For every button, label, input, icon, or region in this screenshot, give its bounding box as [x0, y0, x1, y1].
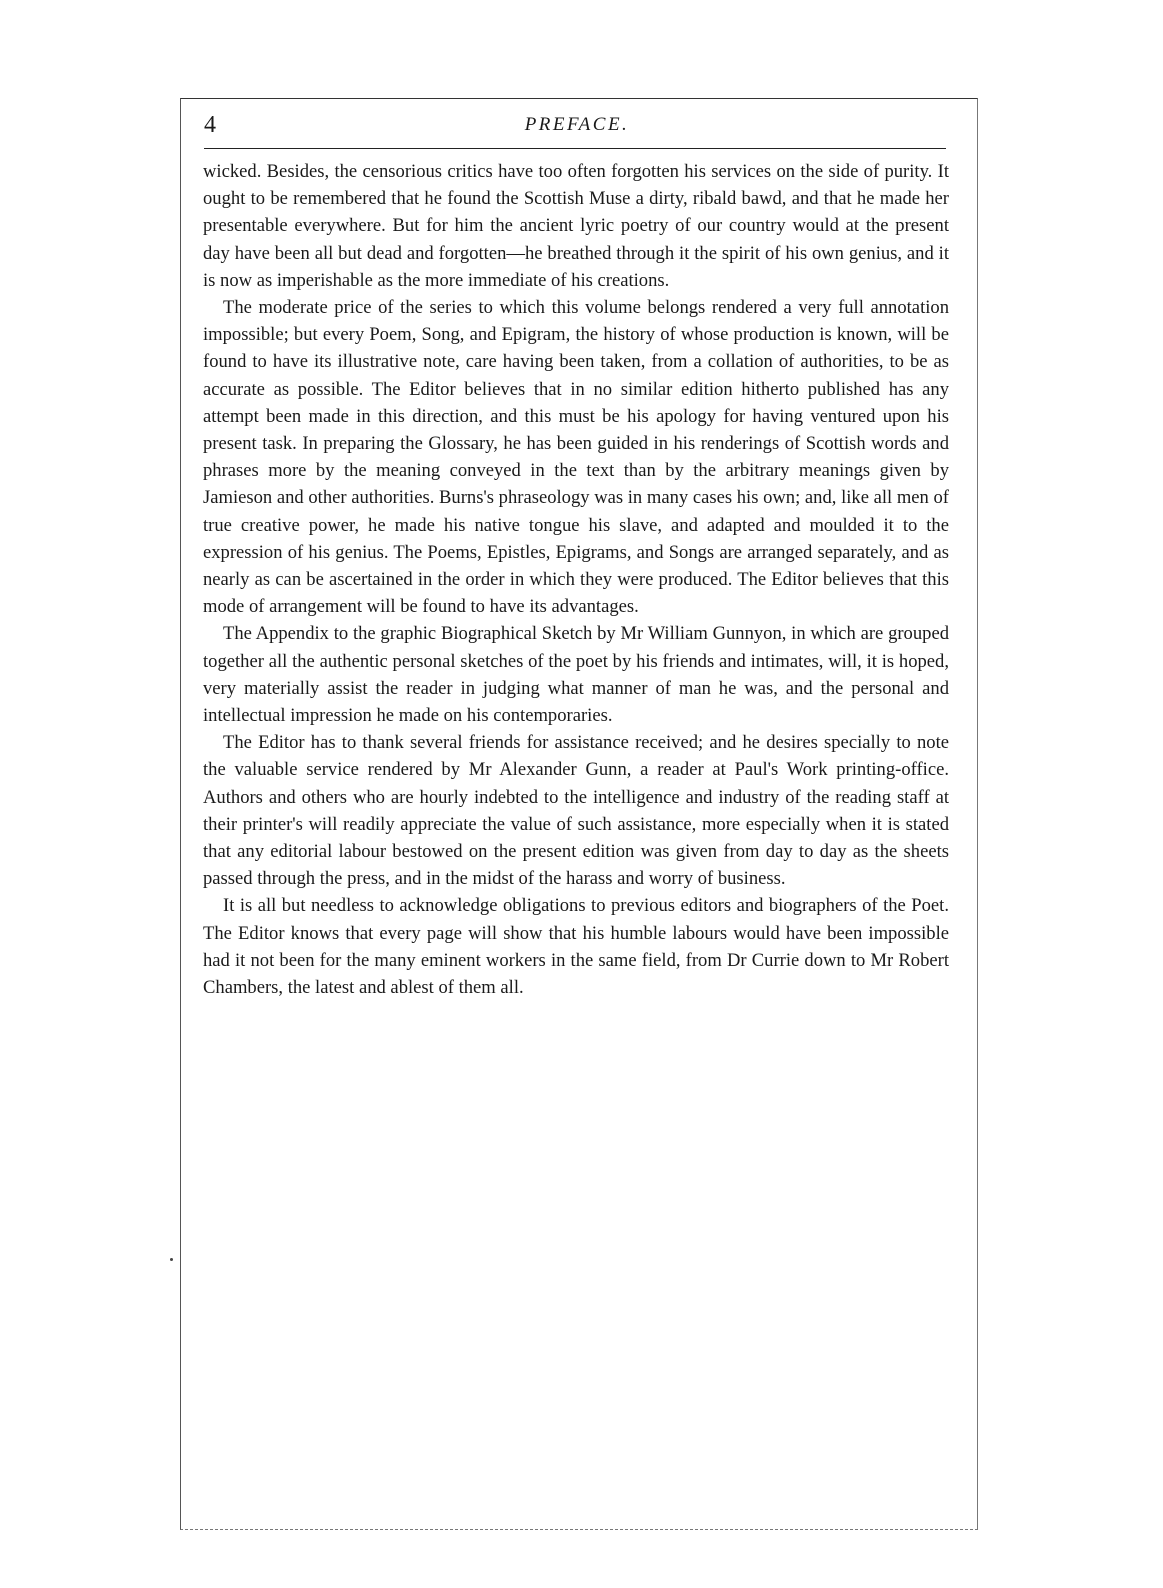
margin-speck: [170, 1258, 173, 1261]
paragraph-continued: wicked. Besides, the censorious critics have too often forgotten his services on the side of purity. It ought to be remembered that he found the Scottish Muse a dirty, ribald bawd, and that he made her presentable everywhere. But for him the ancient lyric poetry of our country would at the present day have been all but dead and forgotten—he breathed through it the spirit of his own genius, and it is now as imperishable as the more immediate of his creations.: [203, 161, 949, 291]
paragraph-acknowledgement: The Editor has to thank several friends for assistance received; and he desires specially to note the valuable service rendered by Mr Alexander Gunn, a reader at Paul's Work printing-office. Authors and others who are hourly indebted to the intelligence and industry of the reading staff at their printer's will readily appreciate the value of such assistance, more especially when it is stated that any editorial labour bestowed on the present edition was given from day to day as the sheets passed through the press, and in the midst of the harass and worry of business.: [203, 732, 949, 890]
body-text: [203, 158, 949, 1001]
running-head: [204, 108, 950, 142]
paragraph-annotation: The moderate price of the series to which this volume belongs rendered a very full annotation impossible; but every Poem, Song, and Epigram, the history of whose production is known, will be found to have its illustrative note, care having been taken, from a collation of authorities, to be as accurate as possible. The Editor believes that in no similar edition hitherto published has any attempt been made in this direction, and this must be his apology for having ventured upon his present task. In preparing the Glossary, he has been guided in his renderings of Scottish words and phrases more by the meaning conveyed in the text than by the arbitrary meanings given by Jamieson and other authorities. Burns's phraseology was in many cases his own; and, like all men of true creative power, he made his native tongue his slave, and adapted and moulded it to the expression of his genius. The Poems, Epistles, Epigrams, and Songs are arranged separately, and as nearly as can be ascertained in the order in which they were produced. The Editor believes that this mode of arrangement will be found to have its advantages.: [203, 297, 949, 618]
paragraph-appendix: The Appendix to the graphic Biographical Sketch by Mr William Gunnyon, in which are grouped together all the authentic personal sketches of the poet by his friends and intimates, will, it is hoped, very materially assist the reader in judging what manner of man he was, and the personal and intellectual impression he made on his contemporaries.: [203, 623, 949, 727]
header-rule: [204, 148, 946, 149]
paragraph-obligations: It is all but needless to acknowledge obligations to previous editors and biographers of the Poet. The Editor knows that every page will show that his humble labours would have been impossible had it not been for the many eminent workers in the same field, from Dr Currie down to Mr Robert Chambers, the latest and ablest of them all.: [203, 895, 949, 999]
page-number: 4: [204, 112, 216, 138]
running-title: PREFACE.: [524, 114, 630, 135]
